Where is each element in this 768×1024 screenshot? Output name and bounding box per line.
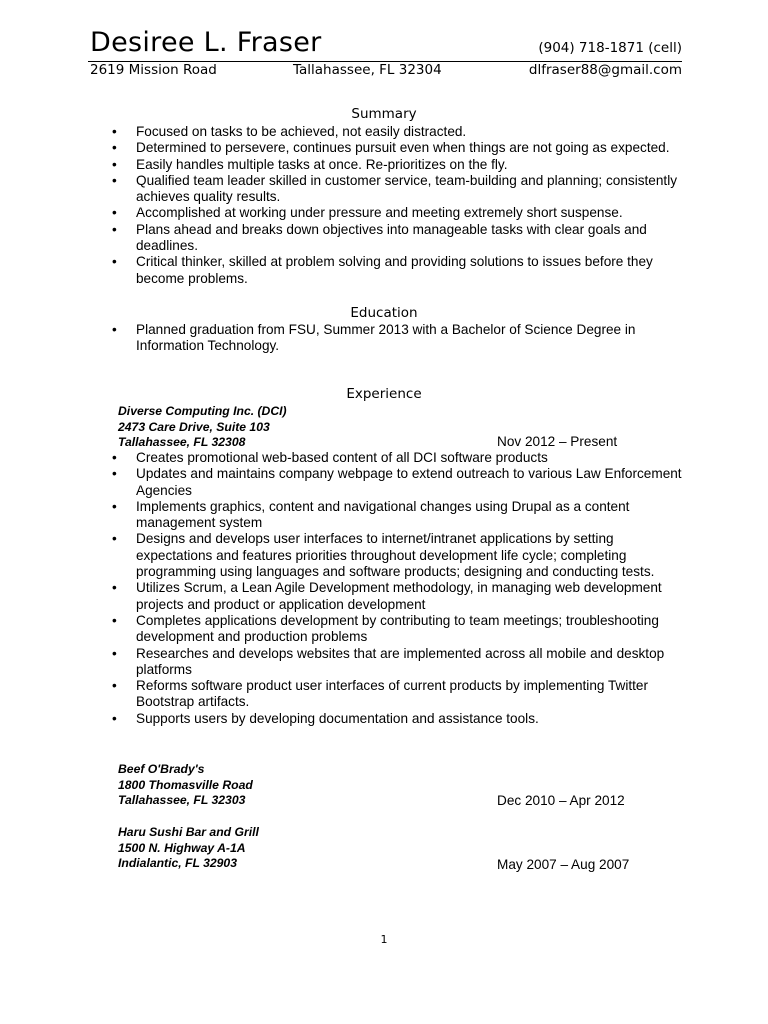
employer-block bbox=[118, 825, 259, 872]
summary-item: • Plans ahead and breaks down objectives into manageable tasks with clear goals and deadlines. bbox=[112, 222, 692, 255]
duty-item: • Researches and develops websites that are implemented across all mobile and desktop platforms bbox=[112, 646, 692, 679]
summary-item: • Easily handles multiple tasks at once. Re-prioritizes on the fly. bbox=[112, 157, 692, 173]
summary-item: • Critical thinker, skilled at problem solving and providing solutions to issues before they become problems. bbox=[112, 254, 692, 287]
employer-block bbox=[118, 762, 253, 809]
employer-name: Haru Sushi Bar and Grill bbox=[118, 825, 259, 839]
employer-address: 1800 Thomasville Road bbox=[118, 777, 253, 792]
city-state-zip: Tallahassee, FL 32304 bbox=[293, 62, 442, 78]
duty-item: • Updates and maintains company webpage to extend outreach to various Law Enforcement Agencies bbox=[112, 466, 692, 499]
street-address: 2619 Mission Road bbox=[90, 62, 217, 78]
summary-item: • Determined to persevere, continues pursuit even when things are not going as expected. bbox=[112, 140, 692, 156]
duty-item: • Implements graphics, content and navigational changes using Drupal as a content management system bbox=[112, 499, 692, 532]
education-list bbox=[112, 322, 692, 355]
duty-item: • Creates promotional web-based content of all DCI software products bbox=[112, 450, 692, 466]
employment-dates: May 2007 – Aug 2007 bbox=[497, 857, 630, 872]
employer-name: Diverse Computing Inc. (DCI) bbox=[118, 404, 287, 418]
summary-item: • Qualified team leader skilled in customer service, team-building and planning; consistently achieves quality results. bbox=[112, 173, 692, 206]
education-item: • Planned graduation from FSU, Summer 2013 with a Bachelor of Science Degree in Information Technology. bbox=[112, 322, 692, 355]
phone-number: (904) 718-1871 (cell) bbox=[538, 40, 682, 56]
employment-dates: Dec 2010 – Apr 2012 bbox=[497, 793, 625, 808]
duty-item: • Completes applications development by contributing to team meetings; troubleshooting development and production problems bbox=[112, 613, 692, 646]
employer-city: Tallahassee, FL 32303 bbox=[118, 793, 246, 807]
summary-heading: Summary bbox=[351, 106, 417, 122]
duty-item: • Utilizes Scrum, a Lean Agile Development methodology, in managing web development projects and product or application development bbox=[112, 580, 692, 613]
summary-item: • Focused on tasks to be achieved, not easily distracted. bbox=[112, 124, 692, 140]
employer-block bbox=[118, 404, 287, 451]
duties-list bbox=[112, 450, 692, 727]
employment-dates: Nov 2012 – Present bbox=[497, 434, 618, 449]
summary-item: • Accomplished at working under pressure and meeting extremely short suspense. bbox=[112, 205, 692, 221]
duty-item: • Designs and develops user interfaces to internet/intranet applications by setting expectations and features priorities throughout development life cycle; completing programming using languages and software products; designing and conducting tests. bbox=[112, 531, 692, 580]
employer-city: Indialantic, FL 32903 bbox=[118, 856, 237, 870]
duty-item: • Supports users by developing documentation and assistance tools. bbox=[112, 711, 692, 727]
summary-list bbox=[112, 124, 692, 287]
page-number: 1 bbox=[380, 933, 388, 946]
experience-heading: Experience bbox=[346, 386, 422, 402]
candidate-name: Desiree L. Fraser bbox=[90, 27, 322, 58]
employer-address: 2473 Care Drive, Suite 103 bbox=[118, 419, 270, 434]
duty-item: • Reforms software product user interfaces of current products by implementing Twitter Bootstrap artifacts. bbox=[112, 678, 692, 711]
employer-city: Tallahassee, FL 32308 bbox=[118, 435, 246, 449]
employer-name: Beef O'Brady's bbox=[118, 762, 205, 776]
employer-address: 1500 N. Highway A-1A bbox=[118, 840, 246, 855]
email-address: dlfraser88@gmail.com bbox=[528, 62, 682, 78]
education-heading: Education bbox=[350, 305, 418, 321]
